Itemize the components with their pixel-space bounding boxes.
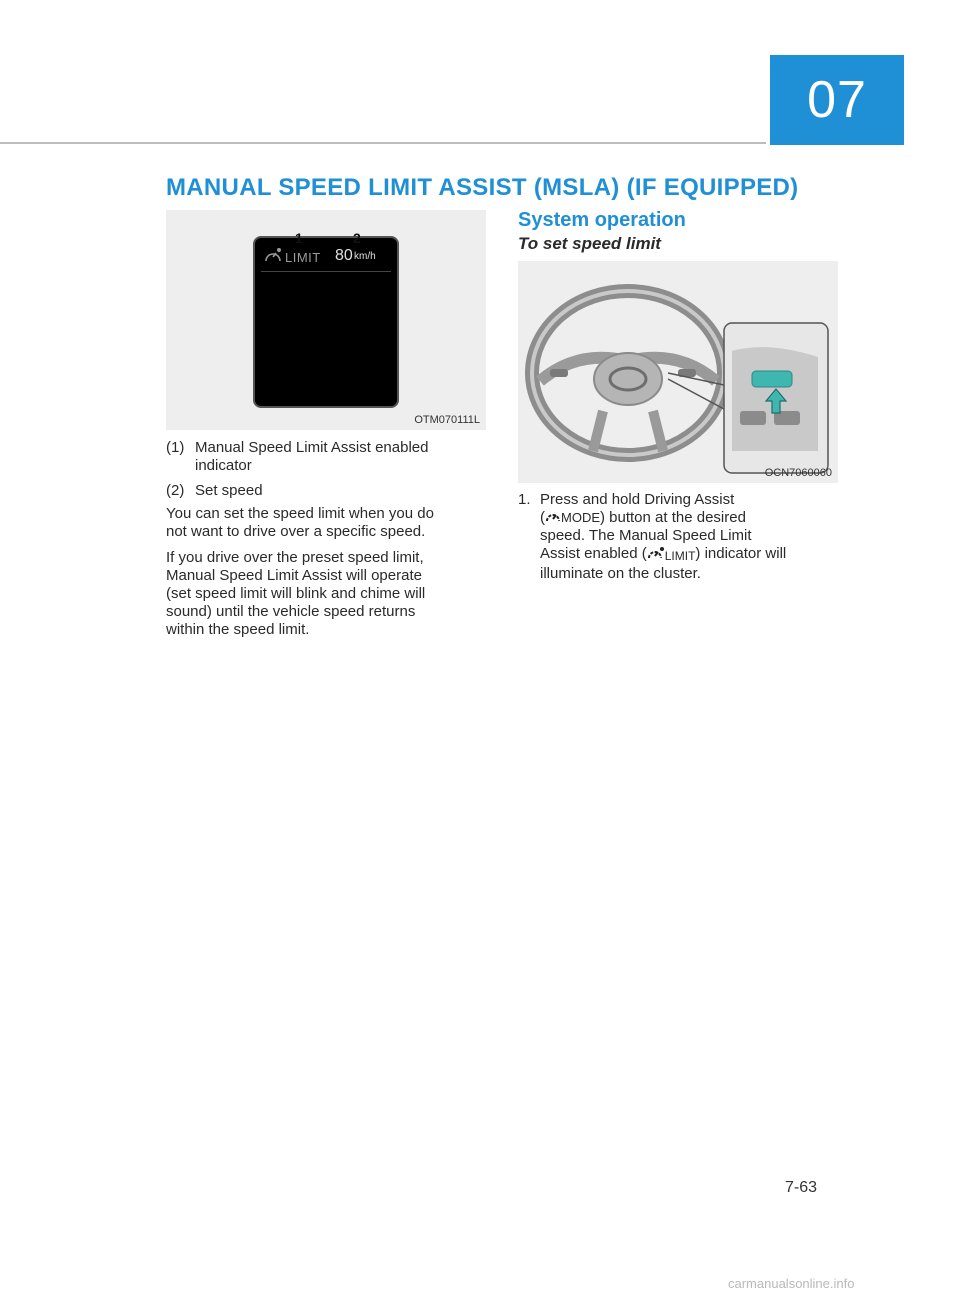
cluster-display xyxy=(255,238,397,406)
cluster-divider xyxy=(261,271,391,272)
figure-code: OTM070111L xyxy=(414,414,480,426)
paragraph-line: not want to drive over a specific speed. xyxy=(166,523,426,540)
paragraph-line: within the speed limit. xyxy=(166,621,310,638)
legend-text: Set speed xyxy=(195,482,263,499)
limit-label: LIMIT xyxy=(285,250,321,265)
callout-1: 1 xyxy=(295,230,303,246)
speed-limit-gauge-icon xyxy=(263,247,283,267)
step-line: ( MODE) button at the desired xyxy=(540,509,746,526)
step-number: 1. xyxy=(518,491,531,508)
paragraph-line: You can set the speed limit when you do xyxy=(166,505,434,522)
callout-2: 2 xyxy=(353,230,361,246)
set-speed-value: 80 xyxy=(335,247,353,264)
legend-text: indicator xyxy=(195,457,252,474)
steering-wheel-illustration xyxy=(518,261,838,483)
step-line: Press and hold Driving Assist xyxy=(540,491,735,508)
watermark: carmanualsonline.info xyxy=(728,1276,855,1291)
page-number: 7-63 xyxy=(785,1179,818,1196)
legend-number: (2) xyxy=(166,482,185,499)
paragraph-line: If you drive over the preset speed limit, xyxy=(166,549,424,566)
steering-wheel-figure xyxy=(518,261,838,483)
paragraph-line: (set speed limit will blink and chime will xyxy=(166,585,426,602)
procedure-heading: To set speed limit xyxy=(518,234,661,253)
speed-unit: km/h xyxy=(354,251,376,262)
section-title: MANUAL SPEED LIMIT ASSIST (MSLA) (IF EQUIPPED) xyxy=(166,174,799,201)
driving-assist-icon xyxy=(545,510,561,525)
paragraph-line: sound) until the vehicle speed returns xyxy=(166,603,416,620)
chapter-tab: 07 xyxy=(770,55,904,145)
legend-number: (1) xyxy=(166,439,185,456)
step-line: illuminate on the cluster. xyxy=(540,565,701,582)
header-rule xyxy=(0,142,766,144)
step-line: Assist enabled ( LIMIT) indicator will xyxy=(540,545,787,563)
paragraph xyxy=(166,505,496,541)
mode-label: MODE xyxy=(561,510,600,525)
legend-item xyxy=(166,482,486,502)
step-line: speed. The Manual Speed Limit xyxy=(540,527,752,544)
legend-item xyxy=(166,439,486,479)
speed-limit-indicator-icon xyxy=(647,546,665,561)
cluster-figure xyxy=(166,210,486,430)
legend-text: Manual Speed Limit Assist enabled xyxy=(195,439,429,456)
limit-label: LIMIT xyxy=(664,549,696,563)
step-item xyxy=(518,491,848,591)
subsection-heading: System operation xyxy=(518,209,686,231)
paragraph xyxy=(166,549,496,639)
figure-code: OCN7060060 xyxy=(764,467,832,479)
paragraph-line: Manual Speed Limit Assist will operate xyxy=(166,567,422,584)
